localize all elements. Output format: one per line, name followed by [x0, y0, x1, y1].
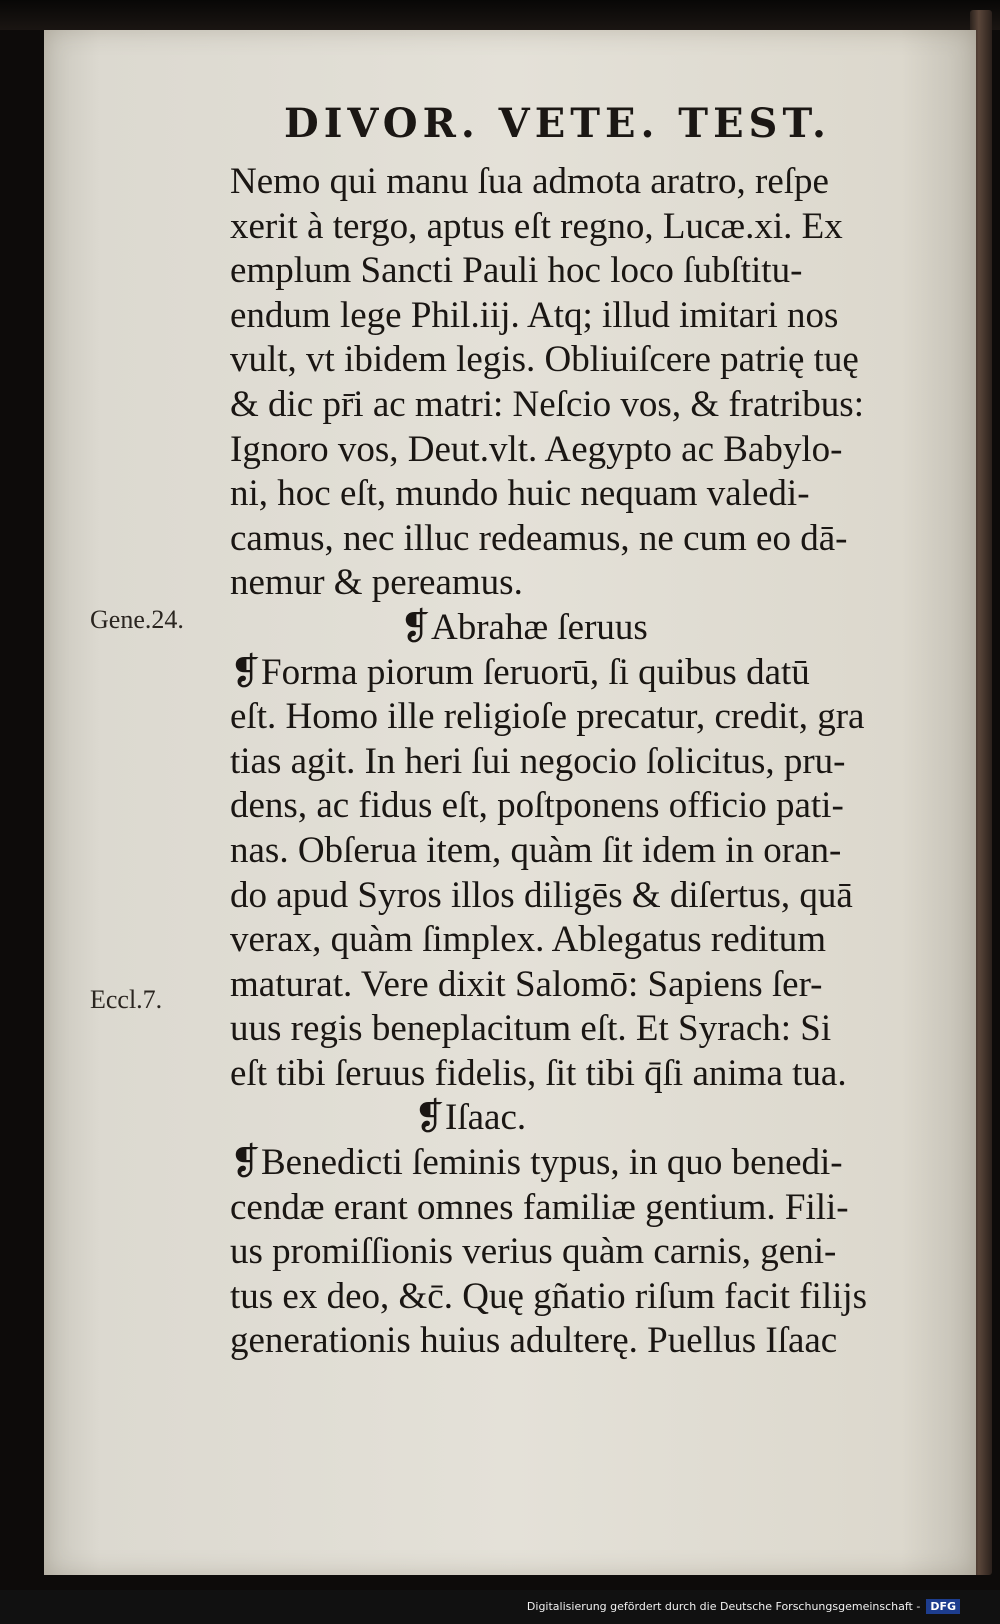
text-line: & dic pr̄i ac matri: Neſcio vos, & fratribus: — [230, 383, 864, 425]
section-heading-abraham: ❡Abrahæ ſeruus — [400, 606, 648, 648]
text-line: ni, hoc eſt, mundo huic nequam valedi- — [230, 473, 810, 515]
text-line: nas. Obſerua item, quàm ſit idem in oran- — [230, 829, 842, 871]
text-line: us promiſſionis verius quàm carnis, geni- — [230, 1231, 837, 1273]
running-header: DIVOR. VETE. TEST. — [284, 100, 831, 147]
text-line: ❡Forma piorum ſeruorū, ſi quibus datū — [230, 651, 810, 693]
digitization-footer — [527, 1599, 960, 1614]
text-line: do apud Syros illos diligēs & diſertus, quā — [230, 874, 853, 916]
text-line: endum lege Phil.iij. Atq; illud imitari nos — [230, 294, 839, 336]
scan-background-top — [0, 0, 1000, 30]
text-line: verax, quàm ſimplex. Ablegatus reditum — [230, 919, 826, 961]
text-line: maturat. Vere dixit Salomō: Sapiens ſer- — [230, 963, 823, 1005]
text-line: dens, ac fidus eſt, poſtponens officio pati- — [230, 785, 844, 827]
text-line: tias agit. In heri ſui negocio ſolicitus, pru- — [230, 740, 846, 782]
text-line: cendæ erant omnes familiæ gentium. Fili- — [230, 1186, 849, 1228]
text-line: uus regis beneplacitum eſt. Et Syrach: Si — [230, 1008, 832, 1050]
text-line: emplum Sancti Pauli hoc loco ſubſtitu- — [230, 250, 803, 292]
text-line: eſt. Homo ille religioſe precatur, credit, gra — [230, 696, 865, 738]
text-line: camus, nec illuc redeamus, ne cum eo dā- — [230, 517, 848, 559]
text-line: generationis huius adulterę. Puellus Iſaac — [230, 1320, 838, 1362]
margin-note-eccl: Eccl.7. — [90, 985, 163, 1014]
margin-note-gene: Gene.24. — [90, 605, 184, 634]
text-line: Ignoro vos, Deut.vlt. Aegypto ac Babylo- — [230, 428, 843, 470]
section-heading-isaac: ❡Iſaac. — [414, 1097, 527, 1139]
text-line: Nemo qui manu ſua admota aratro, reſpe — [230, 161, 829, 202]
body-text — [230, 160, 910, 1364]
text-line: vult, vt ibidem legis. Obliuiſcere patrię tuę — [230, 339, 859, 381]
text-line: eſt tibi ſeruus fidelis, ſit tibi q̄ſi anima tua. — [230, 1052, 847, 1094]
footer-text: Digitalisierung gefördert durch die Deutsche Forschungsgemeinschaft - — [526, 1600, 921, 1613]
text-line: nemur & pereamus. — [230, 562, 523, 604]
text-line: tus ex deo, &c̄. Quę gñatio riſum facit filijs — [230, 1275, 868, 1317]
book-page — [44, 30, 976, 1575]
dfg-logo: DFG — [926, 1599, 960, 1614]
text-line: ❡Benedicti ſeminis typus, in quo benedi- — [230, 1142, 843, 1184]
text-line: xerit à tergo, aptus eſt regno, Lucæ.xi. Ex — [230, 205, 843, 247]
